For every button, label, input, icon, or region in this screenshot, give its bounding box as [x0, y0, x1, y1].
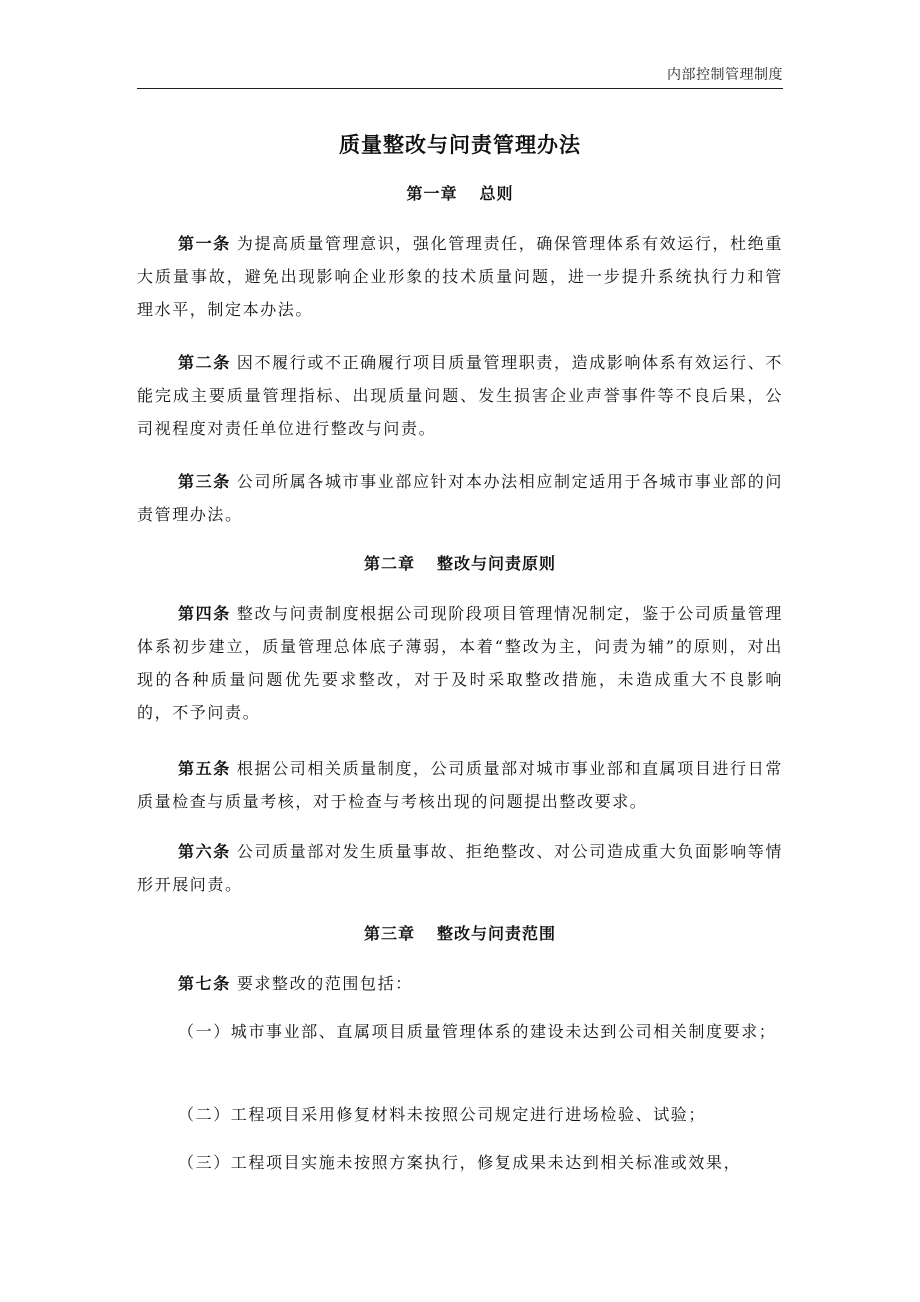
- document-title: 质量整改与问责管理办法: [339, 132, 581, 157]
- chapter-number: 第一章: [406, 184, 458, 203]
- article-text: 整改与问责制度根据公司现阶段项目管理情况制定，鉴于公司质量管理体系初步建立，质量管理总体底子薄弱，本着“整改为主，问责为辅”的原则，对出现的各种质量问题优先要求整改，对于及时采取整改措施，未造成重大不良影响的，不予问责。: [137, 604, 783, 722]
- chapter-heading: [137, 182, 783, 206]
- article-text: 因不履行或不正确履行项目质量管理职责，造成影响体系有效运行、不能完成主要质量管理指标、出现质量问题、发生损害企业声誉事件等不良后果，公司视程度对责任单位进行整改与问责。: [137, 353, 783, 438]
- article-paragraph: [137, 597, 783, 729]
- chapter-name: 总则: [479, 184, 514, 203]
- article-paragraph: [137, 227, 783, 326]
- article-text: 公司质量部对发生质量事故、拒绝整改、对公司造成重大负面影响等情形开展问责。: [137, 842, 783, 894]
- list-item: （二）工程项目采用修复材料未按照公司规定进行进场检验、试验；: [178, 1105, 707, 1124]
- article-paragraph: [137, 835, 783, 901]
- article-paragraph: [137, 465, 783, 531]
- article-label: 第一条: [178, 234, 231, 253]
- article-text: 要求整改的范围包括：: [236, 974, 413, 993]
- article-paragraph: [137, 752, 783, 818]
- chapter-heading: [137, 922, 783, 946]
- article-label: 第七条: [178, 974, 231, 993]
- article-label: 第二条: [178, 353, 231, 372]
- header-label: 内部控制管理制度: [667, 67, 783, 83]
- page-header: [137, 66, 783, 89]
- article-paragraph: [137, 967, 783, 1000]
- list-item: （三）工程项目实施未按照方案执行，修复成果未达到相关标准或效果，: [178, 1153, 742, 1172]
- chapter-name: 整改与问责范围: [437, 924, 557, 943]
- chapter-name: 整改与问责原则: [437, 554, 557, 573]
- article-label: 第三条: [178, 472, 231, 491]
- chapter-heading: [137, 552, 783, 576]
- article-label: 第六条: [178, 842, 231, 861]
- list-item: （一）城市事业部、直属项目质量管理体系的建设未达到公司相关制度要求；: [178, 1022, 777, 1041]
- article-label: 第四条: [178, 604, 231, 623]
- article-text: 为提高质量管理意识，强化管理责任，确保管理体系有效运行，杜绝重大质量事故，避免出现影响企业形象的技术质量问题，进一步提升系统执行力和管理水平，制定本办法。: [137, 234, 783, 319]
- chapter-number: 第二章: [363, 554, 415, 573]
- article-label: 第五条: [178, 759, 231, 778]
- article-paragraph: [137, 346, 783, 445]
- article-text: 公司所属各城市事业部应针对本办法相应制定适用于各城市事业部的问责管理办法。: [137, 472, 783, 524]
- article-text: 根据公司相关质量制度，公司质量部对城市事业部和直属项目进行日常质量检查与质量考核，对于检查与考核出现的问题提出整改要求。: [137, 759, 783, 811]
- chapter-number: 第三章: [363, 924, 415, 943]
